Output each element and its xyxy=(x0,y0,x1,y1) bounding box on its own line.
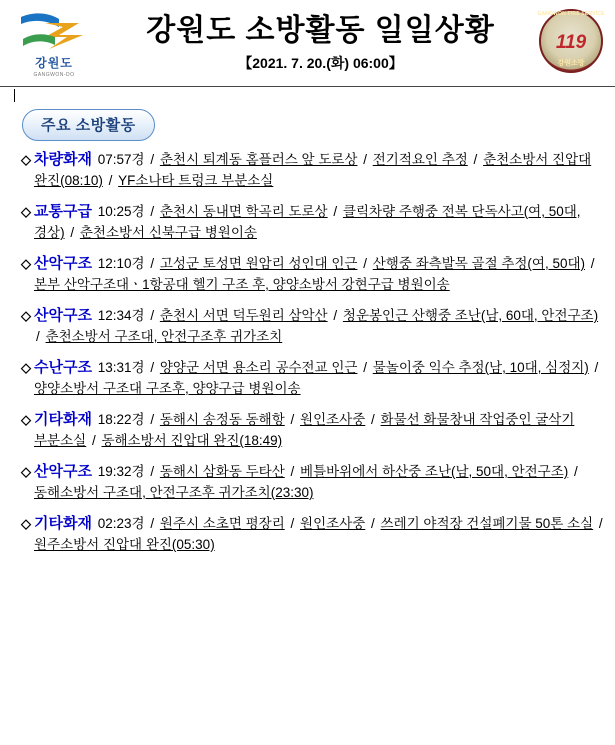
activity-detail: 동해소방서 진압대 완진(18:49) xyxy=(101,433,283,448)
activity-detail: 원주소방서 진압대 완진(05:30) xyxy=(34,537,215,552)
activity-detail: 베틀바위에서 하산중 조난(남, 50대, 안전구조) xyxy=(300,464,569,479)
activity-time: 07:57경 xyxy=(97,152,145,167)
field-separator: / xyxy=(371,516,375,531)
diamond-bullet-icon: ◇ xyxy=(21,308,31,323)
field-separator: / xyxy=(91,433,96,448)
field-separator: / xyxy=(150,412,155,427)
diamond-bullet-icon: ◇ xyxy=(21,412,31,427)
activity-detail: 클릭차량 주행중 전복 단독사고(여, 50대, 경상) xyxy=(34,204,581,240)
field-separator: / xyxy=(150,360,155,375)
activity-item xyxy=(18,409,605,451)
activity-detail: 산행중 좌측발목 골절 추정(여, 50대) xyxy=(372,256,586,271)
activity-detail: 동해시 삼화동 두타산 xyxy=(159,464,285,479)
activity-detail: 물놀이중 익수 추정(남, 10대, 심정지) xyxy=(372,360,589,375)
text-caret xyxy=(14,89,15,102)
activity-item xyxy=(18,149,605,191)
activity-time: 12:34경 xyxy=(97,308,145,323)
activity-text xyxy=(34,409,605,451)
activity-category: 기타화재 xyxy=(34,515,92,532)
activity-text xyxy=(34,513,605,555)
activity-detail: 춘천시 서면 덕두원리 삼악산 xyxy=(159,308,328,323)
field-separator: / xyxy=(150,464,155,479)
title-block xyxy=(102,14,535,73)
diamond-bullet-icon: ◇ xyxy=(21,516,31,531)
activity-time: 18:22경 xyxy=(97,412,145,427)
field-separator: / xyxy=(473,152,478,167)
activity-detail: 양양소방서 구조대 구조후, 양양구급 병원이송 xyxy=(34,381,301,396)
field-separator: / xyxy=(333,204,338,219)
activity-time: 02:23경 xyxy=(97,516,145,531)
activity-text xyxy=(34,253,605,295)
activity-text xyxy=(34,305,605,347)
activity-detail: 춘천소방서 신북구급 병원이송 xyxy=(79,225,257,240)
field-separator: / xyxy=(594,360,599,375)
field-separator: / xyxy=(333,308,338,323)
gangwon-logo-romanized: GANGWON-DO xyxy=(33,71,75,78)
activity-detail: 춘천소방서 진압대 완진(08:10) xyxy=(34,152,592,188)
activity-detail: 춘천시 동내면 학곡리 도로상 xyxy=(159,204,328,219)
activity-detail: 화물선 화물창내 작업중인 굴삭기 부분소실 xyxy=(34,412,575,448)
field-separator: / xyxy=(371,412,375,427)
gangwon-logo-mark xyxy=(15,9,93,53)
activity-text xyxy=(34,201,605,243)
activity-item xyxy=(18,253,605,295)
activity-item xyxy=(18,305,605,347)
activity-item xyxy=(18,357,605,399)
field-separator: / xyxy=(590,256,595,271)
activity-time: 10:25경 xyxy=(97,204,145,219)
diamond-bullet-icon: ◇ xyxy=(21,256,31,271)
fire-service-emblem xyxy=(535,6,609,80)
activity-detail: 본부 산악구조대ㆍ1항공대 헬기 구조 후, 양양소방서 강현구급 병원이송 xyxy=(34,277,450,292)
diamond-bullet-icon: ◇ xyxy=(21,360,31,375)
document-header xyxy=(0,0,615,87)
field-separator: / xyxy=(70,225,75,240)
activity-detail: 고성군 토성면 원암리 성인대 인근 xyxy=(159,256,358,271)
activity-category: 차량화재 xyxy=(34,151,92,168)
diamond-bullet-icon: ◇ xyxy=(21,204,31,219)
activity-category: 산악구조 xyxy=(34,307,92,324)
field-separator: / xyxy=(598,516,603,531)
activity-text xyxy=(34,461,605,503)
field-separator: / xyxy=(363,152,367,167)
activity-list xyxy=(0,147,615,555)
activity-item xyxy=(18,201,605,243)
field-separator: / xyxy=(363,256,367,271)
field-separator: / xyxy=(36,329,40,344)
activity-detail: 원주시 소초면 평장리 xyxy=(159,516,285,531)
activity-category: 교통구급 xyxy=(34,203,92,220)
field-separator: / xyxy=(290,464,295,479)
activity-category: 수난구조 xyxy=(34,359,92,376)
field-separator: / xyxy=(290,412,295,427)
field-separator: / xyxy=(150,516,155,531)
diamond-bullet-icon: ◇ xyxy=(21,152,31,167)
activity-detail: 동해시 송정동 동해항 xyxy=(159,412,285,427)
field-separator: / xyxy=(290,516,295,531)
page-title: 강원도 소방활동 일일상황 xyxy=(146,13,495,47)
activity-text xyxy=(34,149,605,191)
gangwon-logo xyxy=(6,8,102,78)
activity-detail: 춘천시 퇴계동 홈플러스 앞 도로상 xyxy=(159,152,358,167)
activity-detail: 춘천소방서 구조대, 안전구조후 귀가조치 xyxy=(45,329,283,344)
activity-detail: 쓰레기 야적장 건설폐기물 50톤 소실 xyxy=(380,516,594,531)
report-datetime: 【2021. 7. 20.(화) 06:00】 xyxy=(238,54,403,71)
field-separator: / xyxy=(108,173,113,188)
text-cursor-row xyxy=(0,87,615,105)
field-separator: / xyxy=(150,308,155,323)
activity-detail: 원인조사중 xyxy=(300,412,366,427)
activity-detail: YF소나타 트렁크 부분소실 xyxy=(118,173,274,188)
diamond-bullet-icon: ◇ xyxy=(21,464,31,479)
activity-time: 12:10경 xyxy=(97,256,145,271)
field-separator: / xyxy=(150,256,155,271)
activity-category: 산악구조 xyxy=(34,463,92,480)
section-header-row xyxy=(0,105,615,147)
activity-item xyxy=(18,461,605,503)
activity-detail: 양양군 서면 용소리 공수전교 인근 xyxy=(159,360,358,375)
activity-text xyxy=(34,357,605,399)
activity-time: 19:32경 xyxy=(97,464,145,479)
gangwon-logo-label: 강원도 xyxy=(35,55,73,70)
section-badge: 주요 소방활동 xyxy=(22,109,155,141)
activity-detail: 원인조사중 xyxy=(300,516,366,531)
activity-detail: 전기적요인 추정 xyxy=(372,152,468,167)
emblem-119-text: 119 xyxy=(555,32,587,53)
emblem-bottom-text: 강원소방 xyxy=(557,60,585,67)
activity-detail: 동해소방서 구조대, 안전구조후 귀가조치(23:30) xyxy=(34,485,314,500)
activity-detail: 청운봉인근 산행중 조난(남, 60대, 안전구조) xyxy=(342,308,599,323)
field-separator: / xyxy=(150,204,155,219)
field-separator: / xyxy=(363,360,367,375)
field-separator: / xyxy=(150,152,155,167)
field-separator: / xyxy=(574,464,578,479)
activity-time: 13:31경 xyxy=(97,360,145,375)
activity-item xyxy=(18,513,605,555)
activity-category: 산악구조 xyxy=(34,255,92,272)
activity-category: 기타화재 xyxy=(34,411,92,428)
emblem-top-text: GANGWON FIRE SERVICE xyxy=(537,11,605,17)
